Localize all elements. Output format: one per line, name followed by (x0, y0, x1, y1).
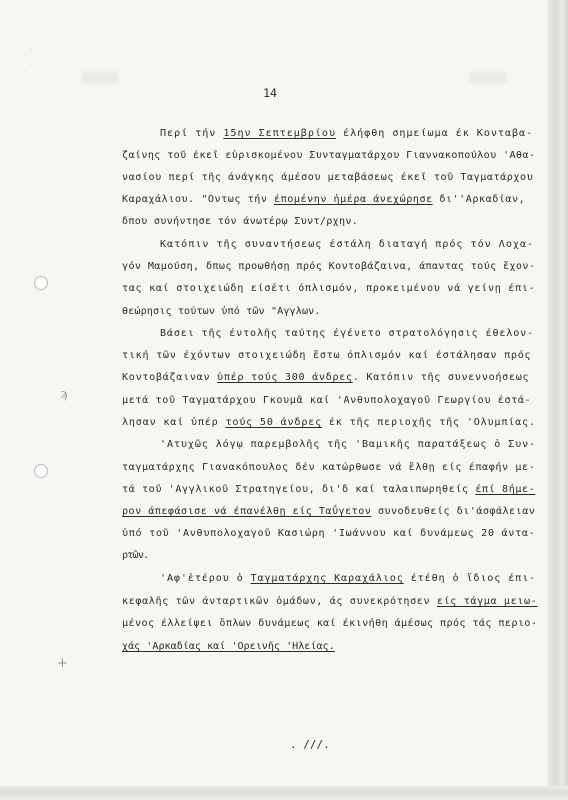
text-segment: Καραχάλιου. "Οντως τήν (122, 194, 275, 205)
punch-hole (34, 464, 48, 478)
text-line (160, 128, 533, 140)
text-line (160, 239, 534, 251)
text-segment: έλήφθη σημείωμα έκ Κονταβα- (336, 128, 534, 139)
text-line (122, 641, 335, 653)
text-line (122, 417, 536, 429)
page-stack-edge (548, 0, 568, 800)
underlined-phrase: έπομένην ἡμέρα άνεχώρησε (274, 194, 433, 205)
text-segment: ὑπό τοῦ 'Ανθυπολοχαγοῦ Κασιώρη 'Ιωάννου καί δυνάμεως 20 άντα- (122, 528, 536, 539)
text-segment: Βάσει τῆς έντολῆς ταύτης έγένετο στρατολόγησις έθελον- (160, 328, 535, 339)
text-segment: έκ τῆς περιοχῆς τῆς 'Ολυμπίας. (322, 417, 536, 428)
text-segment: λησαν καί ὑπέρ (122, 417, 226, 428)
text-line (122, 283, 535, 295)
text-line (122, 528, 535, 540)
underlined-phrase: τούς 50 άνδρες (225, 417, 323, 428)
text-line (122, 306, 321, 318)
bleed-through-mark (470, 72, 506, 84)
text-segment: ζαίνης τοῦ έκεῖ εὑρισκομένου Συνταγματάρχου Γιαννακοπούλου 'Αθα- (122, 150, 536, 161)
text-segment: κεφαλῆς τῶν άνταρτικῶν ὁμάδων, άς συνεκρότησεν (122, 596, 437, 607)
underlined-phrase: είς τάγμα μειω- (436, 596, 538, 607)
bleed-through-mark (82, 72, 118, 84)
underlined-phrase: Ταγματάρχης Καραχάλιος (250, 573, 404, 584)
text-line (122, 484, 535, 496)
text-line (122, 395, 531, 407)
underlined-phrase: ρον άπεφάσισε νά έπανέλθῃ είς Ταΰγετον (122, 506, 372, 517)
text-segment: ταγματάρχης Γιανακόπουλος δέν κατώρθωσε νά ἔλθῃ είς έπαφήν με- (122, 462, 536, 473)
text-line (122, 550, 148, 562)
text-segment: τας καί στοιχειώδη είσέτι όπλισμόν, προκειμένου νά γείνῃ έπι- (122, 283, 536, 294)
text-line (122, 506, 535, 518)
text-line (160, 573, 536, 585)
text-segment: Περί τήν (160, 128, 224, 139)
text-segment: έτέθη ὁ ἴδιος έπι- (403, 573, 537, 584)
underlined-phrase: 15ην Σεπτεμβρίου (223, 128, 336, 139)
text-line (122, 261, 535, 273)
handwritten-margin-note: ϡ (60, 387, 68, 402)
text-line (122, 618, 537, 630)
text-line (160, 328, 534, 340)
text-line (160, 439, 536, 451)
margin-mark: · (30, 77, 34, 84)
text-segment: δι''Αρκαδίαν, (432, 194, 526, 205)
underlined-phrase: χάς 'Αρκαδίας καί 'Ορεινῆς 'Ηλείας. (122, 641, 335, 652)
page-number: 14 (263, 86, 277, 100)
text-line (122, 194, 525, 206)
text-segment: τά τοῦ 'Αγγλικοῦ Στρατηγείου, δι'δ καί ταλαιπωρηθείς (122, 484, 476, 495)
punch-hole (34, 276, 48, 290)
text-segment: μετά τοῦ Ταγματάρχου Γκουμᾶ καί 'Ανθυπολοχαγοῦ Γεωργίου έστά- (122, 395, 532, 406)
page-stack-edge (0, 786, 568, 800)
text-line (122, 172, 533, 184)
text-line (122, 372, 529, 384)
text-segment: ρτῶν. (122, 550, 149, 561)
text-line (122, 216, 358, 228)
text-segment: μένος έλλείψει ὅπλων δυνάμεως καί έκινήθη άμέσως πρός τάς περιο- (122, 618, 538, 629)
text-segment: θεώρησις τούτων ὑπό τῶν "Αγγλων. (122, 306, 321, 317)
text-line (122, 150, 535, 162)
text-line (122, 596, 537, 608)
text-segment: συνοδευθείς δι'άσφάλειαν (371, 506, 536, 517)
text-segment: . Κατόπιν τῆς συνεννοήσεως (352, 372, 530, 383)
continuation-mark: . ///. (290, 738, 330, 751)
text-line (122, 462, 535, 474)
text-segment: γόν Μαμούση, δπως προωθήσῃ πρός Κοντοβάζαινα, άπαντας τούς ἔχον- (122, 261, 536, 272)
text-segment: τική τῶν έχόντων στοιχειώδη ἔστω όπλισμόν καί έστάλησαν πρός (122, 350, 532, 361)
text-segment: 'Ατυχῶς λόγῳ παρεμβολῆς τῆς 'Βαμικῆς παρατάξεως ὁ Συν- (160, 439, 537, 450)
underlined-phrase: έπί 8ήμε- (475, 484, 536, 495)
underlined-phrase: ὑπέρ τούς 300 άνδρες (217, 372, 353, 383)
text-segment: Κοντοβάζαιναν (122, 372, 218, 383)
text-segment: νασίου περί τῆς άνάγκης άμέσου μεταβάσεως έκεῖ τοῦ Ταγματάρχου (122, 172, 534, 183)
margin-mark: · (30, 47, 34, 54)
text-segment: Κατόπιν τῆς συναντήσεως έστάλη διαταγή πρός τόν Λοχα- (160, 239, 535, 250)
margin-mark: · (29, 61, 33, 68)
handwritten-margin-note: + (57, 656, 68, 671)
text-line (122, 350, 531, 362)
text-segment: δπου συνήντησε τόν άνωτέρῳ Συντ/ρχην. (122, 216, 359, 227)
text-segment: 'Αφ'ἑτέρου ὁ (160, 573, 251, 584)
